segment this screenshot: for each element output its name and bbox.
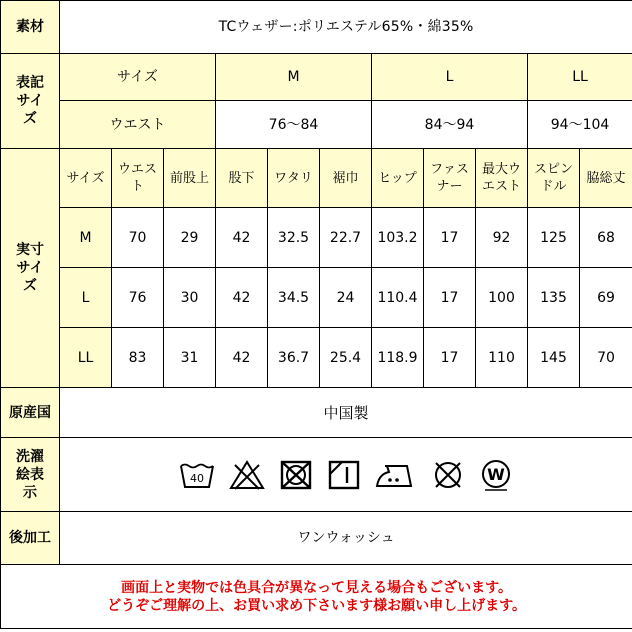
row-size-ll: LL — [60, 328, 112, 388]
col-hip: ヒップ — [372, 149, 424, 208]
cell: 17 — [424, 208, 476, 268]
wet-clean-letter: W — [487, 464, 505, 484]
label-size-header: サイズ — [60, 54, 216, 101]
cell: 110.4 — [372, 268, 424, 328]
cell: 76 — [112, 268, 164, 328]
label-size-text: 表記サイズ — [16, 75, 44, 127]
cell: 110 — [476, 328, 528, 388]
finish-value: ワンウォッシュ — [60, 512, 632, 565]
cell: 30 — [164, 268, 216, 328]
label-waist-label: ウエスト — [60, 101, 216, 149]
cell: 32.5 — [268, 208, 320, 268]
row-size-m: M — [60, 208, 112, 268]
label-waist-ll: 94〜104 — [528, 101, 632, 149]
col-side-length: 脇総丈 — [580, 149, 632, 208]
cell: 100 — [476, 268, 528, 328]
table-row — [1, 328, 632, 388]
cell: 29 — [164, 208, 216, 268]
cell: 83 — [112, 328, 164, 388]
material-row — [1, 1, 632, 54]
iron-medium-icon — [375, 460, 417, 490]
cell: 22.7 — [320, 208, 372, 268]
wet-clean-icon — [479, 458, 513, 492]
col-spindle-text: スピンドル — [533, 162, 573, 194]
cell: 103.2 — [372, 208, 424, 268]
origin-label: 原産国 — [1, 388, 60, 438]
label-size-label — [1, 54, 60, 149]
actual-size-text: 実寸サイズ — [16, 242, 44, 294]
table-row — [1, 208, 632, 268]
cell: 70 — [580, 328, 632, 388]
finish-label: 後加工 — [1, 512, 60, 565]
finish-row — [1, 512, 632, 565]
col-zipper — [424, 149, 476, 208]
label-waist-l: 84〜94 — [372, 101, 528, 149]
wash-temp: 40 — [190, 471, 205, 485]
cell: 42 — [216, 208, 268, 268]
cell: 70 — [112, 208, 164, 268]
actual-size-header-row — [1, 149, 632, 208]
care-symbols — [60, 438, 632, 512]
label-size-waist-row — [1, 101, 632, 149]
row-size-l: L — [60, 268, 112, 328]
col-front-rise: 前股上 — [164, 149, 216, 208]
cell: 42 — [216, 268, 268, 328]
label-size-l: L — [372, 54, 528, 101]
material-value: TCウェザー:ポリエステル65%・綿35% — [60, 1, 632, 54]
cell: 125 — [528, 208, 580, 268]
care-row — [1, 438, 632, 512]
cell: 24 — [320, 268, 372, 328]
col-thigh: ワタリ — [268, 149, 320, 208]
origin-value: 中国製 — [60, 388, 632, 438]
cell: 118.9 — [372, 328, 424, 388]
cell: 68 — [580, 208, 632, 268]
label-size-m: M — [216, 54, 372, 101]
no-bleach-icon — [229, 459, 265, 491]
cell: 145 — [528, 328, 580, 388]
col-max-waist — [476, 149, 528, 208]
cell: 92 — [476, 208, 528, 268]
cell: 25.4 — [320, 328, 372, 388]
col-size: サイズ — [60, 149, 112, 208]
cell: 135 — [528, 268, 580, 328]
care-label-text: 洗濯絵表示 — [16, 448, 44, 501]
no-tumble-dry-icon — [279, 459, 313, 491]
cell: 36.7 — [268, 328, 320, 388]
col-zipper-text: ファスナー — [430, 162, 469, 194]
cell: 31 — [164, 328, 216, 388]
cell: 17 — [424, 268, 476, 328]
col-inseam: 股下 — [216, 149, 268, 208]
cell: 42 — [216, 328, 268, 388]
wash-40-icon — [179, 460, 215, 490]
table-row — [1, 268, 632, 328]
origin-row — [1, 388, 632, 438]
care-label — [1, 438, 60, 512]
notice — [1, 565, 632, 629]
label-size-ll: LL — [528, 54, 632, 101]
col-spindle — [528, 149, 580, 208]
label-size-header-row — [1, 54, 632, 101]
notice-line-2: どうぞご理解の上、お買い求め下さいます様お願い申し上げます。 — [107, 597, 526, 614]
col-max-waist-text: 最大ウエスト — [481, 162, 521, 194]
no-dry-clean-icon — [431, 459, 465, 491]
cell: 69 — [580, 268, 632, 328]
material-label: 素材 — [1, 1, 60, 54]
notice-line-1: 画面上と実物では色具合が異なって見える場合もございます。 — [121, 579, 512, 596]
cell: 17 — [424, 328, 476, 388]
col-waist: ウエスト — [112, 149, 164, 208]
actual-size-label — [1, 149, 60, 388]
line-dry-icon — [327, 459, 361, 491]
notice-row — [1, 565, 632, 629]
label-waist-m: 76〜84 — [216, 101, 372, 149]
col-hem: 裾巾 — [320, 149, 372, 208]
cell: 34.5 — [268, 268, 320, 328]
